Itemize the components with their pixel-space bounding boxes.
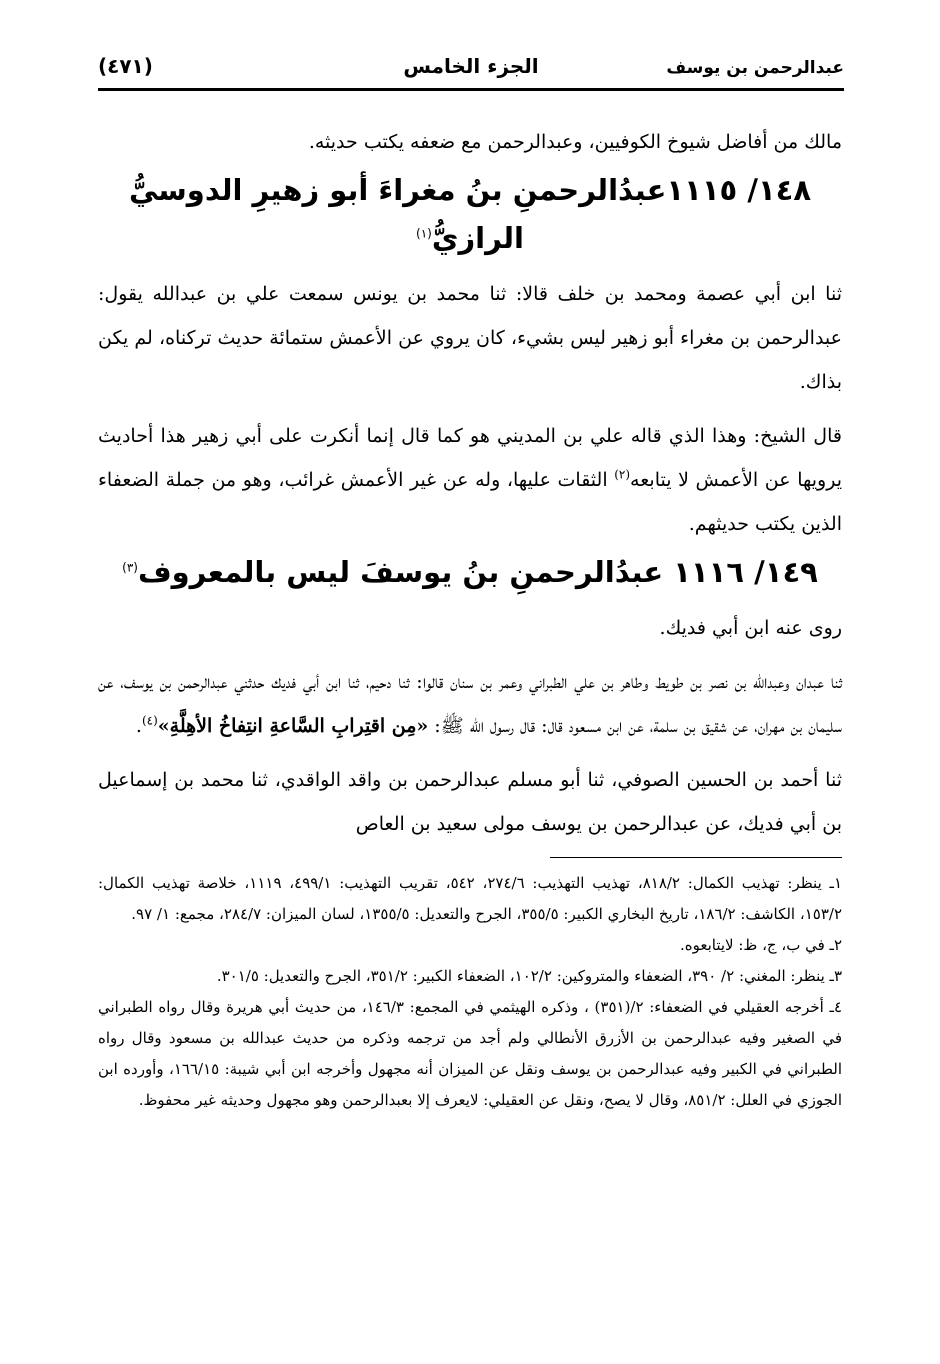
paragraph-second-chain: ثنا أحمد بن الحسين الصوفي، ثنا أبو مسلم عبدالرحمن بن واقد الواقدي، ثنا محمد بن إسماعيل بن أبي فديك، عن عبدالرحمن بن يوسف مولى سعيد بن العاص (98, 769, 842, 835)
footnote-ref-3: (٣) (122, 560, 138, 575)
paragraph-shaykh-comment (98, 414, 842, 546)
running-header (98, 52, 844, 91)
footnote-ref-1: (١) (416, 226, 432, 241)
footnote-ref-4: (٤) (141, 713, 158, 728)
header-part-title: الجزء الخامس (403, 54, 539, 78)
paragraph-hadith-chain (98, 660, 842, 748)
main-text (98, 120, 842, 846)
hadith-quote: «مِن اقتِرابِ السَّاعةِ انتِفاخُ الأهِلَّةِ» (157, 715, 429, 737)
entry-heading-1116 (98, 548, 842, 596)
footnote-1: ١ـ ينظر: تهذيب الكمال: ٨١٨/٢، تهذيب التهذيب: ٢٧٤/٦، ٥٤٢، تقريب التهذيب: ٤٩٩/١، ١١١٩، خلاصة تهذيب الكمال: ١٥٣/٢، الكاشف: ١٨٦/٢، تاريخ البخاري الكبير: ٣٥٥/٥، الجرح والتعديل: ١٣٥٥/٥، لسان الميزان: ٢٨٤/٧، مجمع: ١/ ٩٧. (98, 874, 842, 923)
footnote-ref-2: (٢) (614, 467, 631, 482)
entry-title: ١٤٨/ ١١١٥عبدُالرحمنِ بنُ مغراءَ أبو زهيرِ الدوسيُّ الرازيُّ (128, 173, 812, 255)
header-book-author: عبدالرحمن بن يوسف (666, 58, 844, 78)
footnote-4: ٤ـ أخرجه العقيلي في الضعفاء: ٢/(٣٥١) ، وذكره الهيثمي في المجمع: ١٤٦/٣، من حديث أبي هريرة وقال رواه الطبراني في الصغير وفيه عبدالرحمن بن الأزرق الأنطالي ولم أجد من ترجمه وذكره من حديث عبدالله بن مسعود وقال رواه الطبراني في الكبير وفيه عبدالرحمن بن يوسف ونقل عن الميزان أنه مجهول وأخرجه ابن أبي شيبة: ١٦٦/١٥، وأورده ابن الجوزي في العلل: ٨٥١/٢، وقال لا يصح، ونقل عن العقيلي: لايعرف إلا بعبدالرحمن وهو مجهول وحديثه غير محفوظ. (98, 998, 843, 1109)
paragraph-continuation: مالك من أفاضل شيوخ الكوفيين، وعبدالرحمن مع ضعفه يكتب حديثه. (308, 131, 842, 153)
footnote-2: ٢ـ في ب، ج، ظ: لايتابعوه. (680, 936, 842, 954)
text-segment: قال الشيخ: وهذا الذي قاله علي بن المديني هو كما قال إنما أنكرت على أبي زهير هذا أحاديث يرويها عن الأعمش لا يتابعه (98, 425, 842, 491)
text-segment: الثقات عليها، وله عن غير الأعمش غرائب، وهو من جملة الضعفاء الذين يكتب حديثهم. (98, 469, 842, 535)
entry-heading-1115 (98, 166, 842, 262)
paragraph-narration-1: ثنا ابن أبي عصمة ومحمد بن خلف قالا: ثنا محمد بن يونس سمعت علي بن عبدالله يقول: عبدالرحمن بن مغراء أبو زهير ليس بشيء، كان يروي عن الأعمش ستمائة حديث تركناه، لم يكن بذاك. (98, 283, 842, 393)
paragraph-narrator-note: روى عنه ابن أبي فديك. (659, 617, 842, 639)
footnotes (98, 868, 842, 1116)
text-segment: . (135, 715, 142, 737)
footnote-3: ٣ـ ينظر: المغني: ٢/ ٣٩٠، الضعفاء والمتروكين: ١٠٢/٢، الضعفاء الكبير: ٣٥١/٢، الجرح والتعديل: ٣٠١/٥. (216, 967, 842, 985)
text-segment: ثنا عبدان وعبدالله بن نصر بن طويط وطاهر بن علي الطبراني وعمر بن سنان قالوا: ثنا دحيم، ثنا ابن أبي فديك حدثني عبدالرحمن بن يوسف، عن سليمان بن مهران، عن شقيق بن سلمة، عن ابن مسعود قال: قال رسول الله ﷺ: (98, 671, 842, 737)
page-number: (٤٧١) (98, 54, 153, 78)
entry-title: ١٤٩/ ١١١٦ عبدُالرحمنِ بنُ يوسفَ ليس بالمعروف (137, 555, 818, 589)
footnote-separator (550, 857, 842, 858)
